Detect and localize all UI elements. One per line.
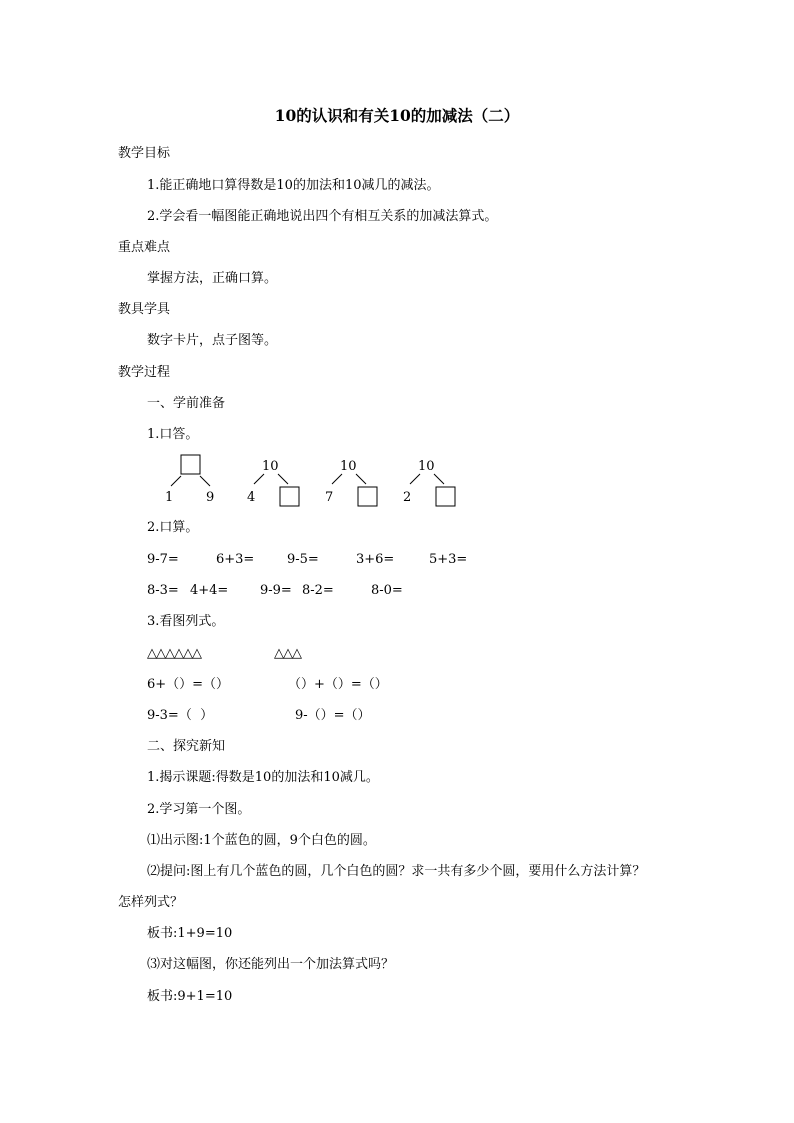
- equation-blank: 9-3=（ ）: [147, 708, 214, 723]
- board-writing-1: 板书:1+9=10: [147, 926, 233, 941]
- blank-box: [436, 487, 455, 506]
- tree4-left-number: 2: [403, 490, 412, 505]
- key-point-item: 掌握方法，正确口算。: [147, 271, 278, 286]
- part-heading-explore: 二、探究新知: [147, 739, 226, 754]
- part-heading-preparation: 一、学前准备: [147, 396, 226, 411]
- explore-item-4: ⑵提问:图上有几个蓝色的圆，几个白色的圆？求一共有多少个圆，要用什么方法计算？: [147, 864, 646, 879]
- tree4-top-number: 10: [418, 459, 435, 474]
- calc-item: 8-2=: [302, 583, 334, 598]
- question-oral-calc: 2.口算。: [147, 520, 199, 535]
- tree1-left-number: 1: [165, 490, 174, 505]
- explore-item-4-continued: 怎样列式？: [118, 895, 184, 910]
- calc-item: 9-7=: [147, 552, 179, 567]
- section-heading-process: 教学过程: [118, 365, 171, 380]
- calc-item: 8-3=: [147, 583, 179, 598]
- explore-item-2: 2.学习第一个图。: [147, 802, 251, 817]
- section-heading-tools: 教具学具: [118, 302, 171, 317]
- goal-item-2: 2.学会看一幅图能正确地说出四个有相互关系的加减法算式。: [147, 209, 498, 224]
- calc-item: 9-9=: [260, 583, 292, 598]
- triangles-group-right: △△△: [274, 646, 301, 661]
- calc-item: 5+3=: [429, 552, 468, 567]
- blank-box: [181, 455, 200, 474]
- tree2-left-number: 4: [247, 490, 256, 505]
- tree3-left-number: 7: [325, 490, 334, 505]
- calc-item: 9-5=: [287, 552, 319, 567]
- tools-item: 数字卡片，点子图等。: [147, 333, 278, 348]
- tree2-top-number: 10: [262, 459, 279, 474]
- section-heading-goals: 教学目标: [118, 146, 171, 161]
- calc-item: 3+6=: [356, 552, 395, 567]
- board-writing-2: 板书:9+1=10: [147, 989, 233, 1004]
- question-picture-equation: 3.看图列式。: [147, 614, 225, 629]
- equation-blank: 9-（）=（）: [295, 708, 371, 723]
- section-heading-key-points: 重点难点: [118, 240, 171, 255]
- tree1-right-number: 9: [206, 490, 215, 505]
- calc-item: 8-0=: [371, 583, 403, 598]
- tree3-top-number: 10: [340, 459, 357, 474]
- explore-item-5: ⑶对这幅图，你还能列出一个加法算式吗？: [147, 957, 395, 972]
- page-title: 10的认识和有关10的加减法（二）: [274, 106, 520, 125]
- goal-item-1: 1.能正确地口算得数是10的加法和10减几的减法。: [147, 178, 440, 193]
- equation-blank: （）+（）=（）: [288, 677, 388, 692]
- explore-item-1: 1.揭示课题:得数是10的加法和10减几。: [147, 770, 379, 785]
- triangles-group-left: △△△△△△: [147, 646, 201, 661]
- question-oral-answer: 1.口答。: [147, 427, 199, 442]
- blank-box: [280, 487, 299, 506]
- equation-blank: 6+（）=（）: [147, 677, 230, 692]
- explore-item-3: ⑴出示图:1个蓝色的圆，9个白色的圆。: [147, 833, 376, 848]
- calc-item: 6+3=: [216, 552, 255, 567]
- calc-item: 4+4=: [190, 583, 229, 598]
- blank-box: [358, 487, 377, 506]
